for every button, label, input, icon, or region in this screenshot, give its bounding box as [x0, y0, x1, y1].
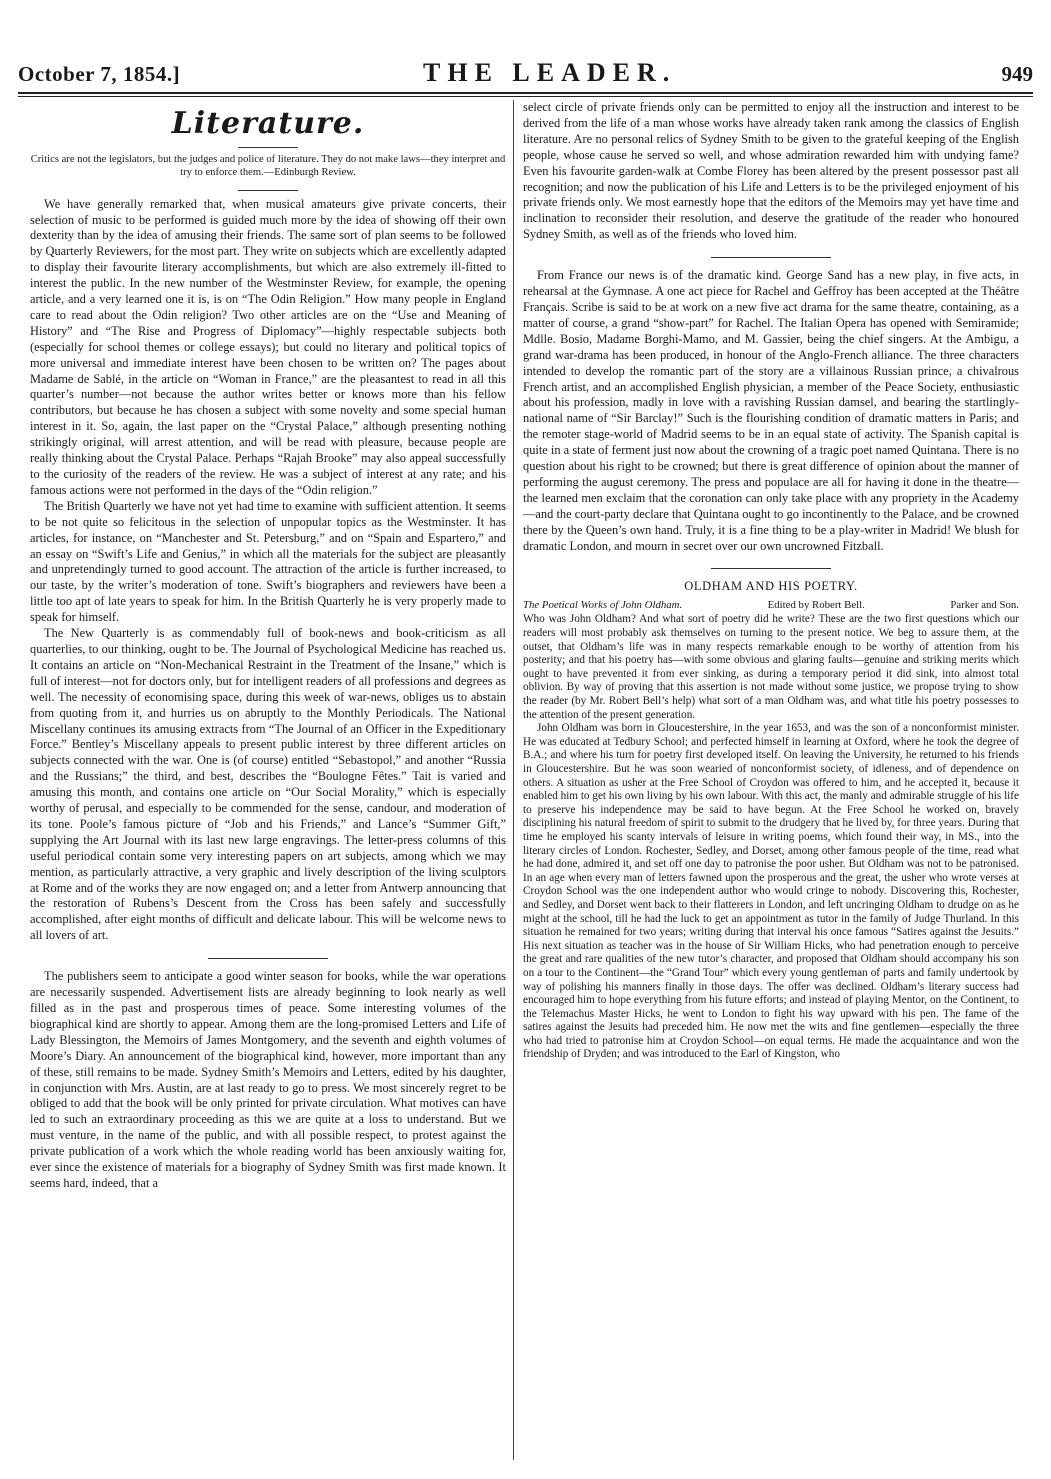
epigraph: Critics are not the legislators, but the judges and police of literature. They do not make laws—they interpret and try to enforce them.—Edinburgh Review.	[30, 154, 506, 178]
section-rule	[208, 958, 328, 959]
paragraph-periodicals: The New Quarterly is as commendably full of book-news and book-criticism as all quarterlies, to our thinking, ought to be. The Journal of Psychological Medicine has reached us. It contains an article on “Non-Mechanical Restraint in the Treatment of the Insane,” which is full of interest—not for doctors only, but for intelligent readers of all professions and degrees as well. The necessity of economising space, during this week of war-news, obliges us to abstain from quoting from it, and hurries us on abruptly to the Monthly Periodicals. The National Miscellany continues its amusing extracts from “The Journal of an Officer in the Expeditionary Force.” Bentley’s Miscellany appeals to present public interest by three different articles on subjects connected with the war. One is (of course) entitled “Sebastopol,” and another “Russia and the Russians;” the third, and best, describes the “Boulogne Fêtes.” Tait is varied and amusing this month, and contains one article on “Our Social Morality,” which is especially worthy of perusal, and especially to be commended for the sense, candour, and moderation of its tone. Poole’s famous picture of “Job and his Friends,” and Lance’s “Summer Gift,” supplying the Art Journal with its last new large engravings. The letter-press columns of this useful periodical contain some very interesting papers on art subjects, among which we may mention, as particularly attractive, a very graphic and lively description of the living sculptors at Rome and of the works they are now engaged on; and a letter from Antwerp announcing that the restoration of Rubens’s Descent from the Cross has been safely and successfully accomplished, after eight months of difficult and delicate labour. This will be welcome news to all lovers of art.	[30, 626, 506, 943]
right-column	[523, 100, 1019, 1062]
article-book-info	[523, 598, 1019, 612]
paragraph-france: From France our news is of the dramatic kind. George Sand has a new play, in five acts, in rehearsal at the Gymnase. A one act piece for Rachel and Geffroy has been accepted at the Théâtre Français. Scribe is said to be at work on a new five act drama for the same theatre, containing, as a matter of course, a grand “show-part” for Rachel. The Italian Opera has opened with Semiramide; Mdlle. Bosio, Madame Borghi-Mamo, and M. Gassier, being the chief singers. At the Ambigu, a grand war-drama has been produced, in honour of the Anglo-French alliance. The three characters intended to develop the romantic part of the story are a villainous Russian prince, a chivalrous French artist, and an accomplished English physician, a member of the Peace Society, enthusiastic about his profession, madly in love with a ravishing Russian damsel, and bearing the startlingly-national name of “Sir Barclay!” Such is the flourishing condition of dramatic matters in Paris; and the remoter stage-world of Madrid seems to be in an equal state of activity. The Spanish capital is quite in a state of ferment just now about the crowning of a tragic poet named Quintana. There is no question about his right to be crowned; but there is great difference of opinion about the manner of performing the august ceremony. The press and populace are all for having it done in the theatre—the learned men exclaim that the coronation can only take place with any propriety in the Academy—and the court-party declare that Quintana ought to go incontinently to the Palace, and be crowned there by the Queen’s own hand. Truly, it is a fine thing to be a play-writer in Madrid! We blush for dramatic London, and mourn in secret over our own uncrowned Fitzball.	[523, 268, 1019, 553]
section-title: Literature.	[171, 106, 365, 141]
paragraph-british-quarterly: The British Quarterly we have not yet had time to examine with sufficient attention. It seems to be not quite so felicitous in the selection of unpopular topics as the Westminster. It has articles, for instance, on “Manchester and St. Petersburg,” and on “Spain and Espartero,” and an essay on “Swift’s Life and Genius,” in which all the materials for the subject are pleasantly and unpretendingly turned to good account. The attraction of the article is further increased, to our taste, by the writer’s moderation of tone. Swift’s biographers and reviewers have been a little too apt of late years to speak for him. In the British Quarterly he is very properly made to speak for himself.	[30, 498, 506, 625]
book-title: The Poetical Works of John Oldham.	[523, 599, 683, 612]
page-number: 949	[1001, 62, 1033, 86]
paragraph-quarterlies: We have generally remarked that, when musical amateurs give private concerts, their selection of music to be performed is guided much more by the idea of showing off their own dexterity than by the idea of amusing their friends. The same sort of plan seems to be followed by Quarterly Reviewers, for the most part. They write on subjects which are excellently adapted to display their favourite literary accomplishments, but which are also extremely ill-fitted to interest the public. In the new number of the Westminster Review, for example, the opening article, and a very learned one it is, is on “The Odin Religion.” How many people in England care to read about the Odin religion? Two other articles are on the “Use and Meaning of History” and “The Rise and Progress of Diplomacy”—highly respectable subjects both (especially for school themes or college essays); but could no literary and political topics of more universal and immediate interest have been chosen to be written on? The pages about Madame de Sablé, in the article on “Woman in France,” are the pleasantest to read in all this quarter’s number—not because the author writes better or knows more than his fellow contributors, but because he has chosen a subject with some novelty and some special human interest in it. So, again, the last paper on the “Crystal Palace,” although presenting nothing strikingly original, will arrest attention, and will be read with pleasure, because people are really thinking about the Crystal Palace. Perhaps “Rajah Brooke” may also appeal successfully to the curiosity of the readers of the review. He was a subject of interest at any rate; and his famous actions were not performed in the days of the “Odin religion.”	[30, 196, 506, 497]
paragraph-oldham-life: John Oldham was born in Gloucestershire, in the year 1653, and was the son of a nonconformist minister. He was educated at Tedbury School; and perfected himself in learning at Oxford, where he took the degree of B.A.; and where his turn for poetry first developed itself. On leaving the University, he returned to his friends in Gloucestershire. But he was soon wearied of nonconformist society, of idleness, and of dependence on others. A situation as usher at the Free School of Croydon was offered to him, and he accepted it, because it enabled him to get his own living by his own labour. With this act, the manly and admirable struggle of his life to preserve his independence may be said to have begun. At the Free School he worked on, bravely disciplining his natural freedom of spirit to submit to the drudgery that he lived by, for three years. During that time he employed his scanty intervals of leisure in writing poems, which found their way, in MS., into the literary circles of London. Rochester, Sedley, and Dorset, among other famous people of the time, read what he had done, admired it, and set off one day to patronise the poor usher. But Oldham was not to be patronised. In an age when every man of letters fawned upon the prosperous and the great, the usher who wrote verses at Croydon School was the one independent author who would cringe to nobody. Discovering this, Rochester, and Sedley, and Dorset went back to their flatterers in London, and left uncringing Oldham to drudge on as he might at the school, till he had the luck to get an appointment as tutor in the family of Judge Thurland. In this situation he remained for two years; writing during that interval his once famous “Satires against the Jesuits.” His next situation as teacher was in the house of Sir William Hicks, who had penetration enough to perceive the great and rare qualities of the new tutor’s character, and proposed that Oldham should accompany his son on a tour to the Continent—the “Grand Tour” which every young gentleman of parts and family undertook by way of polishing his manners finally in those days. The offer was declined. Oldham’s literary success had encouraged him to hope everything from his future efforts; and instead of playing Mentor, on the Continent, to the Telemachus Master Hicks, he went to London to fight his way upward with his pen. The fame of the satires against the Jesuits had preceded him. He now met the wits and fine gentlemen—especially the three who had tried to patronise him at Croydon School—on equal terms. He made the acquaintance and won the friendship of Dryden; and was introduced to the Earl of Kingston, who	[523, 722, 1019, 1061]
header-rule-thin	[18, 96, 1033, 97]
paragraph-publishers: The publishers seem to anticipate a good winter season for books, while the war operations are necessarily suspended. Advertisement lists are already beginning to look nearly as well filled as in the past and prosperous times of peace. Some interesting volumes of the biographical kind are shortly to appear. Among them are the long-promised Letters and Life of Lady Blessington, the Memoirs of James Montgomery, and the seventh and eighth volumes of Moore’s Diary. An announcement of the biographical kind, however, more important than any of these, still remains to be made. Sydney Smith’s Memoirs and Letters, edited by his daughter, in conjunction with Mrs. Austin, are at last ready to go to press. We most sincerely regret to be obliged to add that the book will be only printed for private circulation. What motives can have led to such an extraordinary proceeding as this we are quite at a loss to understand. But we must venture, in the name of the public, and with all possible respect, to protest against the private publication of a work which the whole reading world has been anxiously waiting for, ever since the existence of materials for a biography of Sydney Smith was first made known. It seems hard, indeed, that a	[30, 969, 506, 1190]
paragraph-sydney-smith: select circle of private friends only can be permitted to enjoy all the instruction and interest to be derived from the life of a man whose works have already taken rank among the classics of English literature. Are no personal relics of Sydney Smith to be given to the grateful keeping of the English people, whose cause he served so well, and whose admiration rewarded him with undying fame? Even his favourite garden-walk at Combe Florey has been altered by the present possessor past all recognition; and now the publication of his Life and Letters is to be the privileged enjoyment of his private friends only. We most earnestly hope that the editors of the Memoirs may yet have time and inclination to reconsider their resolution, and deserve the gratitude of the reader who honoured Sydney Smith, as well as of the friends who loved him.	[523, 100, 1019, 242]
publication-title: THE LEADER.	[423, 58, 677, 87]
paragraph-oldham-intro: Who was John Oldham? And what sort of poetry did he write? These are the two first questions which our readers will most probably ask themselves on turning to the present notice. We beg to assure them, at the outset, that Oldham’s life was in many respects remarkable enough to be worthy of attention from his posterity; and that his poetry has—with some obvious and glaring faults—genuine and striking merits which ought to have prevented it from ever sinking, as during a temporary period it did sink, into almost total oblivion. By way of proving that this assertion is not made without some justice, we propose trying to show the reader (by Mr. Robert Bell’s help) what sort of a man Oldham was, and what title his poetry possesses to the attention of the present generation.	[523, 613, 1019, 721]
book-publisher: Parker and Son.	[950, 599, 1019, 612]
header-rule	[18, 92, 1033, 94]
left-column	[30, 100, 506, 1192]
section-rule	[711, 568, 831, 569]
book-editor: Edited by Robert Bell.	[767, 599, 865, 612]
section-rule	[711, 257, 831, 258]
issue-date: October 7, 1854.]	[18, 62, 181, 86]
article-title: OLDHAM AND HIS POETRY.	[684, 579, 858, 594]
title-rule	[238, 147, 298, 148]
epigraph-rule	[238, 190, 298, 191]
masthead	[18, 54, 1033, 94]
column-divider	[513, 100, 514, 1460]
